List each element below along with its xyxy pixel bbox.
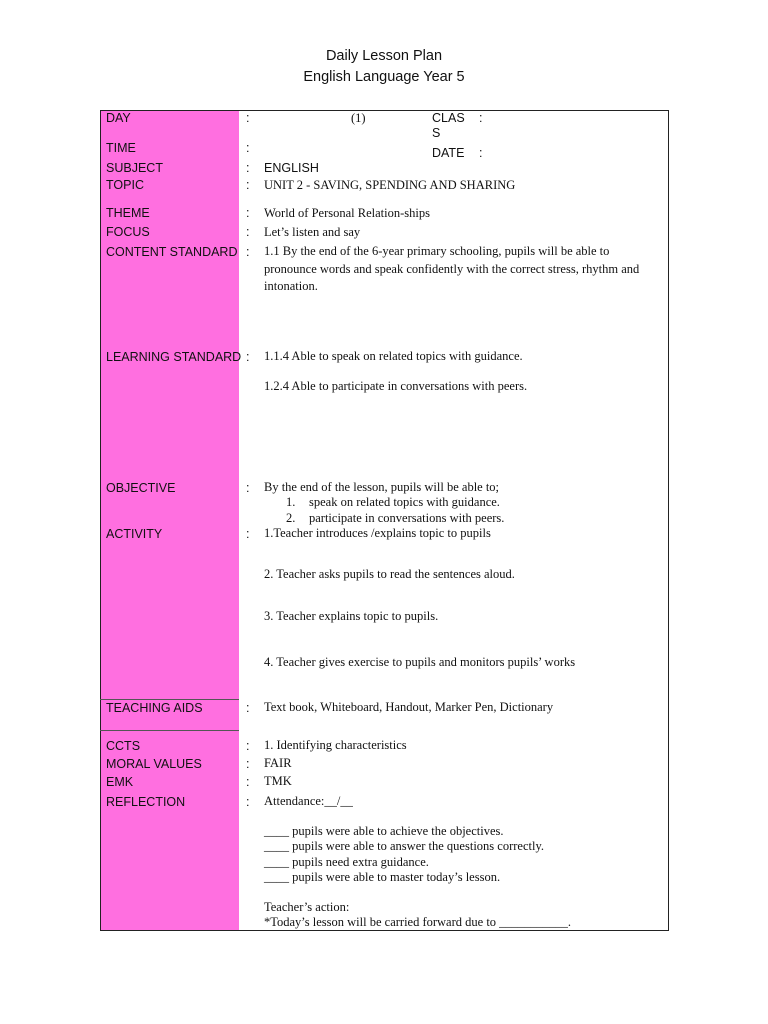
label-class: CLAS [432, 111, 465, 125]
learning-standard-item: 1.2.4 Able to participate in conversations with peers. [264, 379, 528, 393]
reflection-line: ____ pupils were able to master today’s lesson. [264, 870, 501, 884]
label-class-wrap: S [432, 126, 441, 140]
colon: : [246, 739, 250, 753]
teaching-aids-value: Text book, Whiteboard, Handout, Marker Pen, Dictionary [264, 700, 554, 714]
objective-item: 2. participate in conversations with peers. [286, 510, 505, 525]
colon: : [246, 225, 250, 239]
reflection-line: ____ pupils were able to answer the questions correctly. [264, 839, 545, 853]
label-ccts: CCTS [106, 739, 141, 753]
teacher-action-label: Teacher’s action: [264, 900, 350, 914]
colon: : [246, 206, 250, 220]
label-learning-standard: LEARNING STANDARD [106, 350, 242, 364]
objective-intro: By the end of the lesson, pupils will be able to; [264, 480, 500, 494]
label-teaching-aids: TEACHING AIDS [106, 701, 203, 715]
label-subject: SUBJECT [106, 161, 163, 175]
theme-value: World of Personal Relation-ships [264, 206, 430, 220]
activity-item: 3. Teacher explains topic to pupils. [264, 609, 439, 623]
label-activity: ACTIVITY [106, 527, 163, 541]
objective-list [264, 495, 504, 526]
learning-standard-item: 1.1.4 Able to speak on related topics with guidance. [264, 349, 523, 363]
colon: : [246, 178, 250, 192]
colon: : [479, 111, 483, 125]
colon: : [246, 161, 250, 175]
label-content-standard: CONTENT STANDARD [106, 245, 238, 259]
activity-item: 2. Teacher asks pupils to read the sentences aloud. [264, 567, 515, 581]
label-objective: OBJECTIVE [106, 481, 176, 495]
colon: : [246, 111, 250, 125]
activity-item: 4. Teacher gives exercise to pupils and monitors pupils’ works [264, 655, 576, 669]
colon: : [479, 146, 483, 160]
label-emk: EMK [106, 775, 134, 789]
label-reflection: REFLECTION [106, 795, 186, 809]
day-value: (1) [351, 111, 366, 125]
moral-values-value: FAIR [264, 756, 292, 770]
label-divider [100, 730, 239, 731]
label-moral-values: MORAL VALUES [106, 757, 202, 771]
colon: : [246, 795, 250, 809]
label-theme: THEME [106, 206, 150, 220]
label-day: DAY [106, 111, 131, 125]
label-date: DATE [432, 146, 465, 160]
colon: : [246, 245, 250, 259]
activity-item: 1.Teacher introduces /explains topic to pupils [264, 526, 491, 540]
subject-value: ENGLISH [264, 161, 319, 175]
label-divider [100, 699, 239, 700]
label-topic: TOPIC [106, 178, 144, 192]
colon: : [246, 141, 250, 155]
colon: : [246, 527, 250, 541]
label-time: TIME [106, 141, 136, 155]
objective-item: 1. speak on related topics with guidance. [286, 495, 500, 509]
content-standard-value: 1.1 By the end of the 6-year primary schooling, pupils will be able to pronounce words and speak confidently with the correct stress, rhythm and intonation. [264, 244, 640, 293]
label-focus: FOCUS [106, 225, 150, 239]
colon: : [246, 757, 250, 771]
focus-value: Let’s listen and say [264, 225, 361, 239]
emk-value: TMK [264, 774, 292, 788]
colon: : [246, 350, 250, 364]
topic-value: UNIT 2 - SAVING, SPENDING AND SHARING [264, 178, 516, 192]
document-title: Daily Lesson Plan [325, 48, 443, 64]
reflection-line: ____ pupils need extra guidance. [264, 855, 429, 869]
reflection-line: ____ pupils were able to achieve the objectives. [264, 824, 504, 838]
colon: : [246, 775, 250, 789]
ccts-value: 1. Identifying characteristics [264, 738, 407, 752]
document-subtitle: English Language Year 5 [303, 69, 465, 85]
attendance-field[interactable]: Attendance:__/__ [264, 794, 353, 808]
teacher-action-text: *Today’s lesson will be carried forward due to ___________. [264, 915, 572, 929]
colon: : [246, 481, 250, 495]
colon: : [246, 701, 250, 715]
